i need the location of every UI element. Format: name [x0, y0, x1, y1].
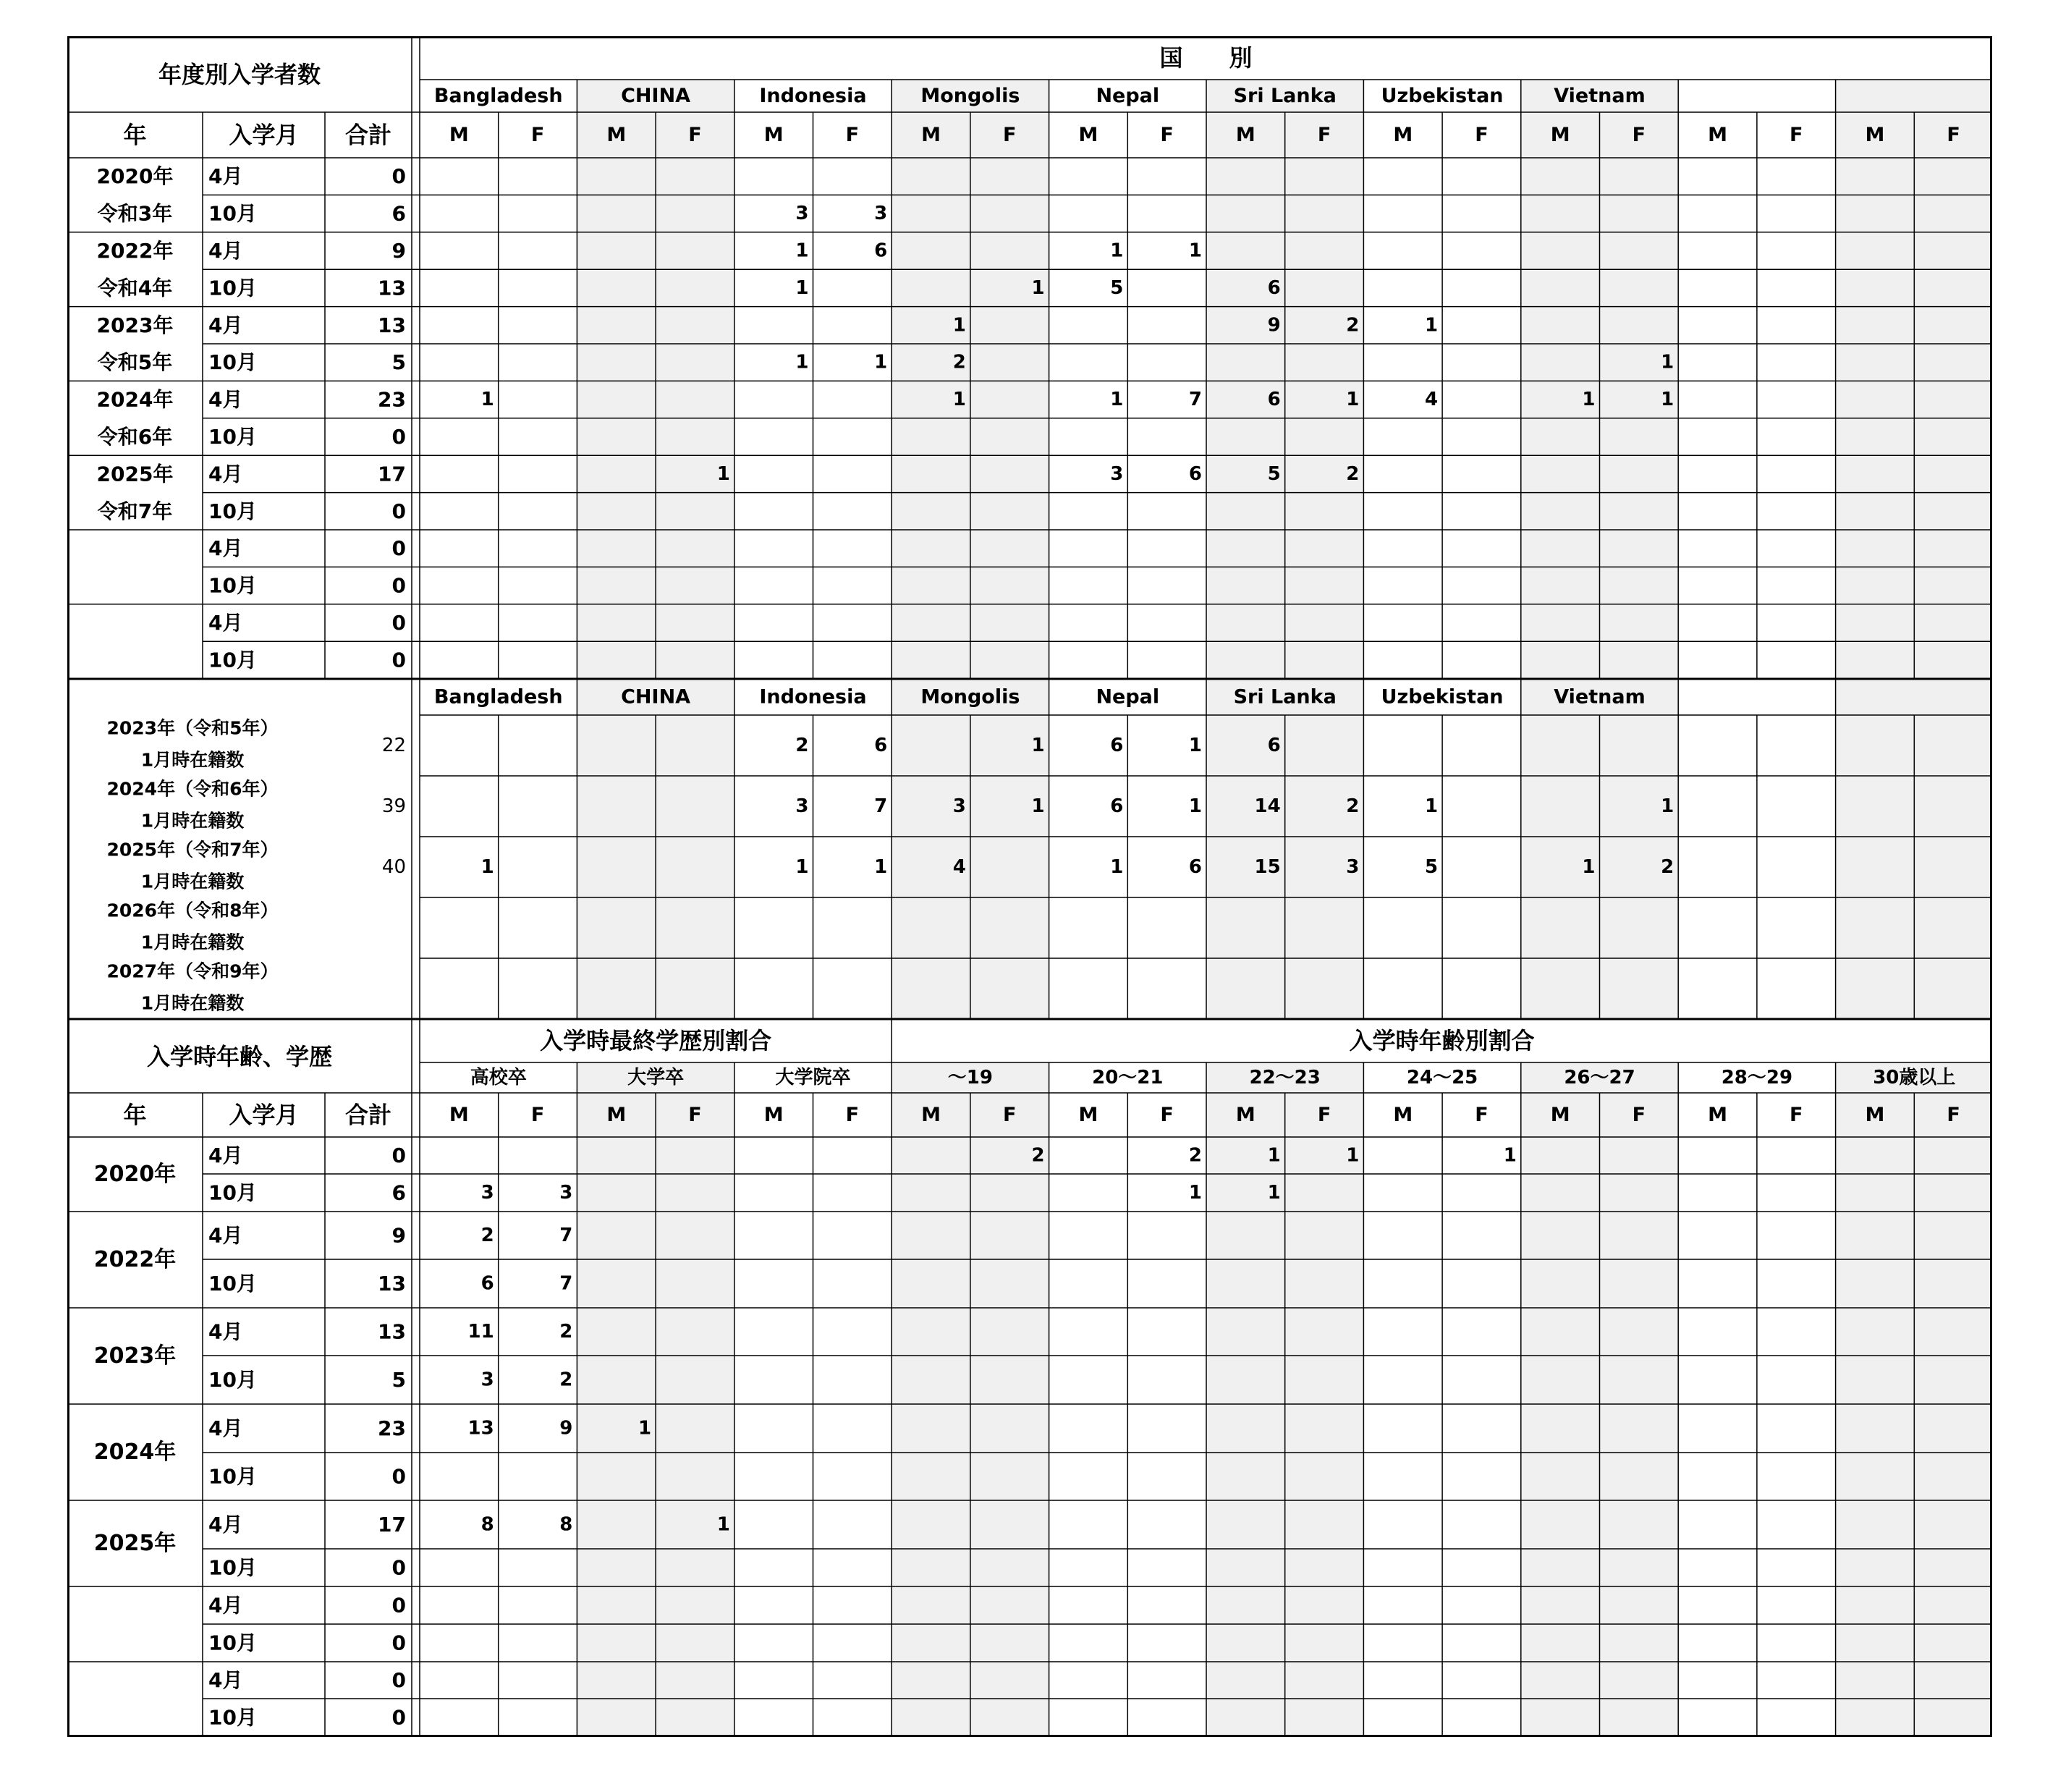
row-total: 13: [378, 1272, 406, 1296]
roster-label-caption: 1月時在籍数: [140, 871, 245, 892]
section-title-enrollment: 年度別入学者数: [158, 61, 321, 88]
mf-label: M: [763, 124, 784, 146]
mf-label: F: [1475, 1104, 1489, 1126]
mf-label: F: [1790, 1104, 1803, 1126]
data-cell: 6: [1267, 276, 1281, 299]
country-label: Indonesia: [759, 685, 867, 709]
roster-label-caption: 1月時在籍数: [140, 749, 245, 771]
data-cell: 2: [795, 735, 809, 756]
country-label: Uzbekistan: [1381, 85, 1504, 107]
data-cell: 1: [874, 856, 888, 878]
mf-label: M: [449, 124, 469, 146]
mf-label: F: [1947, 124, 1960, 146]
mf-label: M: [1865, 124, 1885, 146]
row-month: 10月: [208, 1368, 257, 1392]
mf-label: M: [763, 1104, 784, 1126]
data-cell: 2: [559, 1369, 573, 1391]
row-total: 23: [378, 1416, 406, 1440]
data-cell: 7: [874, 795, 888, 817]
country-label: Vietnam: [1554, 685, 1646, 709]
country-label: Bangladesh: [433, 85, 563, 107]
data-cell: 1: [1031, 795, 1045, 817]
row-total: 0: [391, 164, 406, 189]
mf-label: M: [1235, 124, 1255, 146]
data-cell: 1: [1661, 351, 1674, 373]
mf-label: F: [1475, 124, 1489, 146]
row-total: 13: [378, 1319, 406, 1344]
row-month: 4月: [208, 1513, 243, 1537]
data-cell: 6: [1267, 389, 1281, 411]
row-month: 4月: [208, 1223, 243, 1248]
mf-label: F: [845, 124, 860, 146]
row-year: 2023年: [96, 313, 174, 337]
country-label: CHINA: [621, 85, 691, 107]
mf-label: M: [1078, 1104, 1098, 1126]
roster-label-year: 2023年（令和5年）: [106, 717, 279, 739]
data-cell: 3: [795, 795, 809, 817]
row-month: 10月: [208, 648, 257, 672]
country-label: Uzbekistan: [1381, 685, 1504, 709]
report-grid: [67, 36, 1992, 1737]
roster-label-year: 2027年（令和9年）: [106, 960, 279, 982]
mf-label: F: [1632, 1104, 1646, 1126]
row-total: 0: [391, 573, 406, 598]
data-cell: 3: [1110, 462, 1124, 485]
data-cell: 1: [1267, 1182, 1281, 1204]
data-cell: 1: [1503, 1144, 1517, 1167]
data-cell: 1: [1346, 1144, 1360, 1167]
mf-label: F: [1632, 124, 1646, 146]
row-year: 令和7年: [97, 499, 173, 523]
data-cell: 2: [1661, 856, 1674, 878]
data-cell: 6: [1110, 735, 1124, 756]
row-total: 0: [391, 425, 406, 449]
row-total: 0: [391, 1593, 406, 1618]
data-cell: 3: [559, 1182, 573, 1204]
enrollment-report-sheet: [67, 36, 1992, 1737]
data-cell: 1: [480, 389, 494, 411]
data-cell: 1: [1110, 389, 1124, 411]
group-label: 〜19: [947, 1067, 993, 1089]
data-cell: 1: [795, 351, 809, 373]
mf-label: F: [1003, 1104, 1017, 1126]
data-cell: 6: [874, 240, 888, 262]
row-month: 4月: [208, 1144, 243, 1167]
group-label: 28〜29: [1721, 1067, 1793, 1089]
data-cell: 3: [480, 1182, 494, 1204]
col-header-month: 入学月: [229, 1101, 299, 1129]
row-month: 10月: [208, 1180, 257, 1205]
data-cell: 1: [480, 856, 494, 878]
row-month: 4月: [208, 536, 243, 561]
mf-label: M: [1078, 124, 1098, 146]
data-cell: 1: [1661, 389, 1674, 411]
data-cell: 3: [952, 795, 966, 817]
row-month: 10月: [208, 499, 257, 523]
mf-label: F: [688, 1104, 702, 1126]
roster-total: 22: [381, 735, 406, 756]
data-cell: 1: [716, 1513, 730, 1536]
roster-label-caption: 1月時在籍数: [140, 810, 245, 832]
mf-label: M: [449, 1104, 469, 1126]
row-month: 4月: [208, 1593, 243, 1618]
row-total: 6: [391, 1180, 406, 1205]
country-label: Nepal: [1096, 685, 1160, 709]
data-cell: 1: [1661, 795, 1674, 817]
row-month: 4月: [208, 1668, 243, 1692]
data-cell: 1: [795, 856, 809, 878]
mf-label: F: [530, 124, 545, 146]
data-cell: 3: [480, 1369, 494, 1391]
row-month: 10月: [208, 1555, 257, 1580]
group-label: 26〜27: [1564, 1067, 1635, 1089]
data-cell: 14: [1254, 795, 1281, 817]
data-cell: 5: [1110, 276, 1124, 299]
data-cell: 2: [1346, 462, 1360, 485]
education-header: 入学時最終学歴別割合: [540, 1027, 772, 1055]
data-cell: 13: [467, 1417, 494, 1440]
data-cell: 2: [1188, 1144, 1202, 1167]
data-cell: 1: [1188, 795, 1202, 817]
mf-label: M: [1708, 124, 1727, 146]
row-month: 10月: [208, 1272, 257, 1296]
data-cell: 1: [1425, 314, 1439, 337]
row-month: 4月: [208, 387, 243, 412]
data-cell: 7: [1188, 389, 1202, 411]
country-label: Sri Lanka: [1233, 85, 1337, 107]
country-label: Sri Lanka: [1233, 685, 1337, 709]
data-cell: 2: [1346, 314, 1360, 337]
mf-label: M: [921, 1104, 941, 1126]
row-total: 9: [391, 1223, 406, 1248]
row-year: 2022年: [96, 239, 174, 263]
row-year: 令和3年: [97, 201, 173, 226]
data-cell: 1: [1188, 240, 1202, 262]
row-month: 10月: [208, 425, 257, 449]
block-year: 2020年: [93, 1162, 177, 1187]
data-cell: 1: [795, 276, 809, 299]
row-year: 2020年: [96, 164, 174, 189]
mf-label: M: [921, 124, 941, 146]
mf-label: F: [1160, 1104, 1174, 1126]
data-cell: 1: [1188, 735, 1202, 756]
mf-label: F: [530, 1104, 545, 1126]
data-cell: 1: [1582, 856, 1596, 878]
age-header: 入学時年齢別割合: [1349, 1027, 1535, 1055]
country-label: Mongolis: [920, 685, 1020, 709]
data-cell: 6: [480, 1272, 494, 1295]
row-month: 4月: [208, 239, 243, 263]
data-cell: 5: [1425, 856, 1439, 878]
mf-label: F: [845, 1104, 860, 1126]
row-total: 0: [391, 536, 406, 561]
roster-label-year: 2024年（令和6年）: [106, 778, 279, 800]
mf-label: M: [1550, 1104, 1570, 1126]
row-year: 令和6年: [97, 425, 173, 449]
row-month: 10月: [208, 573, 257, 598]
block-year: 2024年: [93, 1440, 177, 1465]
mf-label: M: [1393, 1104, 1413, 1126]
row-month: 4月: [208, 611, 243, 635]
data-cell: 4: [1425, 389, 1439, 411]
data-cell: 8: [559, 1513, 573, 1536]
row-total: 0: [391, 1668, 406, 1692]
row-total: 6: [391, 201, 406, 226]
data-cell: 9: [559, 1417, 573, 1440]
col-header-month: 入学月: [229, 121, 299, 149]
data-cell: 1: [795, 240, 809, 262]
row-total: 13: [378, 313, 406, 337]
data-cell: 15: [1254, 856, 1281, 878]
row-year: 令和4年: [97, 276, 173, 300]
data-cell: 8: [480, 1513, 494, 1536]
data-cell: 1: [1031, 276, 1045, 299]
data-cell: 7: [559, 1225, 573, 1246]
row-total: 0: [391, 1464, 406, 1489]
data-cell: 1: [638, 1417, 652, 1440]
data-cell: 6: [1188, 462, 1202, 485]
data-cell: 4: [952, 856, 966, 878]
mf-label: M: [1865, 1104, 1885, 1126]
data-cell: 1: [1031, 735, 1045, 756]
roster-label-year: 2025年（令和7年）: [106, 839, 279, 861]
country-label: Vietnam: [1554, 85, 1646, 107]
row-total: 0: [391, 499, 406, 523]
section-title-age-education: 入学時年齢、学歴: [146, 1043, 333, 1070]
mf-label: M: [1235, 1104, 1255, 1126]
row-month: 4月: [208, 313, 243, 337]
roster-label-caption: 1月時在籍数: [140, 992, 245, 1014]
col-header-total: 合計: [344, 121, 392, 149]
row-total: 13: [378, 276, 406, 300]
mf-label: F: [1160, 124, 1174, 146]
mf-label: M: [1550, 124, 1570, 146]
mf-label: M: [1393, 124, 1413, 146]
data-cell: 7: [559, 1272, 573, 1295]
data-cell: 6: [874, 735, 888, 756]
row-total: 0: [391, 1144, 406, 1167]
data-cell: 2: [559, 1321, 573, 1343]
data-cell: 3: [874, 203, 888, 225]
row-month: 4月: [208, 1416, 243, 1440]
data-cell: 1: [952, 314, 966, 337]
data-cell: 5: [1267, 462, 1281, 485]
data-cell: 9: [1267, 314, 1281, 337]
data-cell: 1: [1110, 240, 1124, 262]
group-label: 大学院卒: [775, 1067, 851, 1089]
row-month: 10月: [208, 1464, 257, 1489]
row-month: 10月: [208, 1705, 257, 1730]
country-label: Mongolis: [920, 85, 1020, 107]
row-total: 5: [391, 350, 406, 375]
roster-total: 39: [381, 795, 406, 817]
col-header-year: 年: [123, 121, 147, 149]
data-cell: 2: [952, 351, 966, 373]
col-header-year: 年: [123, 1101, 147, 1129]
row-month: 4月: [208, 1319, 243, 1344]
mf-label: F: [1790, 124, 1803, 146]
row-total: 0: [391, 1631, 406, 1655]
group-label: 24〜25: [1406, 1067, 1478, 1089]
data-cell: 1: [716, 462, 730, 485]
data-cell: 11: [467, 1321, 494, 1343]
row-total: 9: [391, 239, 406, 263]
data-cell: 2: [1031, 1144, 1045, 1167]
block-year: 2025年: [93, 1531, 177, 1556]
row-month: 4月: [208, 164, 243, 189]
row-total: 17: [378, 1513, 406, 1537]
mf-label: M: [606, 124, 627, 146]
row-total: 0: [391, 611, 406, 635]
block-year: 2022年: [93, 1247, 177, 1272]
row-total: 0: [391, 1705, 406, 1730]
mf-label: F: [688, 124, 702, 146]
mf-label: F: [1317, 124, 1331, 146]
data-cell: 3: [795, 203, 809, 225]
row-total: 0: [391, 648, 406, 672]
data-cell: 1: [952, 389, 966, 411]
roster-total: 40: [381, 856, 406, 878]
row-total: 0: [391, 1555, 406, 1580]
row-year: 2025年: [96, 462, 174, 486]
country-header: 国 別: [1159, 44, 1253, 72]
data-cell: 6: [1188, 856, 1202, 878]
row-month: 10月: [208, 350, 257, 375]
data-cell: 6: [1110, 795, 1124, 817]
data-cell: 6: [1267, 735, 1281, 756]
group-label: 大学卒: [627, 1067, 685, 1089]
block-year: 2023年: [93, 1343, 177, 1369]
country-label: Nepal: [1096, 85, 1160, 107]
roster-label-year: 2026年（令和8年）: [106, 900, 279, 921]
data-cell: 1: [1188, 1182, 1202, 1204]
roster-label-caption: 1月時在籍数: [140, 931, 245, 953]
row-total: 17: [378, 462, 406, 486]
data-cell: 1: [1425, 795, 1439, 817]
mf-label: M: [606, 1104, 627, 1126]
group-label: 22〜23: [1249, 1067, 1321, 1089]
row-year: 令和5年: [97, 350, 173, 375]
data-cell: 3: [1346, 856, 1360, 878]
row-total: 5: [391, 1368, 406, 1392]
data-cell: 1: [1582, 389, 1596, 411]
mf-label: F: [1317, 1104, 1331, 1126]
group-label: 20〜21: [1092, 1067, 1164, 1089]
data-cell: 1: [1110, 856, 1124, 878]
data-cell: 1: [1346, 389, 1360, 411]
data-cell: 1: [1267, 1144, 1281, 1167]
group-label: 高校卒: [470, 1067, 527, 1089]
row-month: 10月: [208, 276, 257, 300]
country-label: CHINA: [621, 685, 691, 709]
row-month: 4月: [208, 462, 243, 486]
row-month: 10月: [208, 1631, 257, 1655]
mf-label: F: [1003, 124, 1017, 146]
mf-label: F: [1947, 1104, 1960, 1126]
country-label: Indonesia: [759, 85, 867, 107]
country-label: Bangladesh: [433, 685, 563, 709]
row-year: 2024年: [96, 387, 174, 412]
mf-label: M: [1708, 1104, 1727, 1126]
data-cell: 1: [874, 351, 888, 373]
data-cell: 2: [480, 1225, 494, 1246]
data-cell: 2: [1346, 795, 1360, 817]
col-header-total: 合計: [344, 1101, 392, 1129]
group-label: 30歳以上: [1873, 1067, 1956, 1089]
row-month: 10月: [208, 201, 257, 226]
row-total: 23: [378, 387, 406, 412]
